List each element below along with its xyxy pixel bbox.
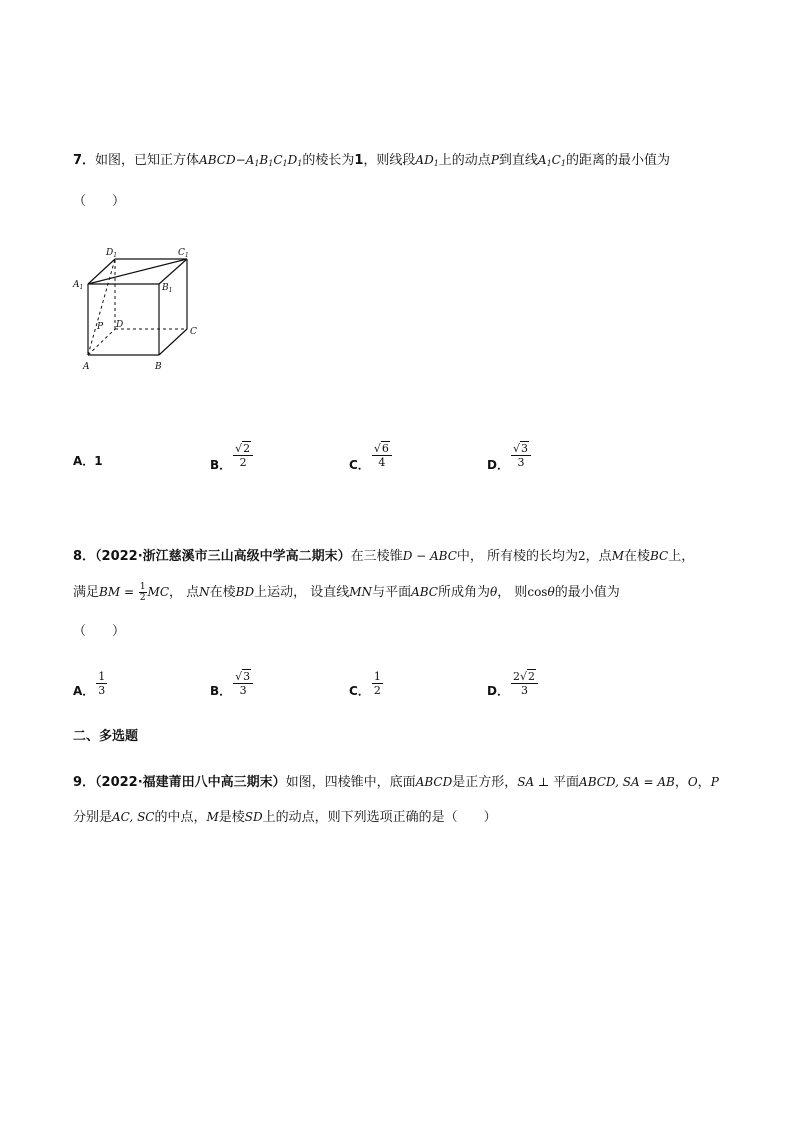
q8-option-a: A． $\frac{1}{3}$ — [73, 670, 106, 698]
segment-A-D1 — [88, 259, 115, 355]
q8-number: 8． — [73, 549, 96, 564]
q8-option-c: C． $\frac{1}{2}$ — [349, 670, 381, 698]
q7-option-b: B． $\frac{√2}{2}$ — [210, 442, 255, 469]
q7-option-d: D． $\frac{√3}{3}$ — [487, 442, 533, 469]
label-A: A — [83, 362, 90, 372]
q7-number: 7． — [73, 153, 96, 168]
q8-stem-line2: 满足BM = $\frac{1}{2}$ MC， 点N在棱BD上运动， 设直线MN与平面ABC所成角为θ， 则cosθ的最小值为 — [73, 582, 620, 603]
q9-number: 9． — [73, 775, 96, 790]
q7-answer-blank: （ ） — [73, 194, 126, 209]
q7-stem-line1: 7．如图，已知正方体$ABCD-A_1B_1C_1D_1$的棱长为1，则线段$AD_1$上的动点P到直线$A_1C_1$的距离的最小值为 — [73, 153, 670, 168]
label-B: B — [155, 362, 162, 372]
label-C: C — [190, 327, 197, 337]
q7-option-c: C． $\frac{√6}{4}$ — [349, 442, 394, 469]
q8-stem-line1: 8．（2022·浙江慈溪市三山高级中学高二期末）在三棱锥D − ABC中， 所有棱的长均为2，点M在棱BC上， — [73, 549, 695, 564]
q9-source: （2022·福建莆田八中高三期末） — [95, 775, 286, 790]
q9-stem-line1: 9．（2022·福建莆田八中高三期末）如图，四棱锥中，底面ABCD是正方形，SA ⊥ 平面ABCD, SA = AB，O，P — [73, 775, 719, 790]
label-P: P — [97, 322, 104, 332]
label-D1: $D_1$ — [106, 248, 118, 259]
q8-answer-blank: （ ） — [73, 624, 126, 639]
q8-option-b: B． $\frac{√3}{3}$ — [210, 670, 255, 697]
q7-option-a: A．1 — [73, 454, 103, 468]
edge-C-B — [159, 329, 187, 355]
q8-source: （2022·浙江慈溪市三山高级中学高二期末） — [95, 549, 351, 564]
label-B1: $B_1$ — [162, 283, 173, 294]
label-D: D — [116, 320, 124, 330]
section-heading-multiple-choice: 二、多选题 — [73, 729, 139, 744]
label-A1: $A_1$ — [73, 280, 84, 291]
q8-option-d: D． $\frac{2√2}{3}$ — [487, 670, 540, 697]
q7-cube-figure — [70, 242, 210, 377]
label-C1: $C_1$ — [178, 248, 189, 259]
q9-stem-line2: 分别是AC, SC的中点，M是棱SD上的动点，则下列选项正确的是（ ） — [73, 810, 497, 825]
